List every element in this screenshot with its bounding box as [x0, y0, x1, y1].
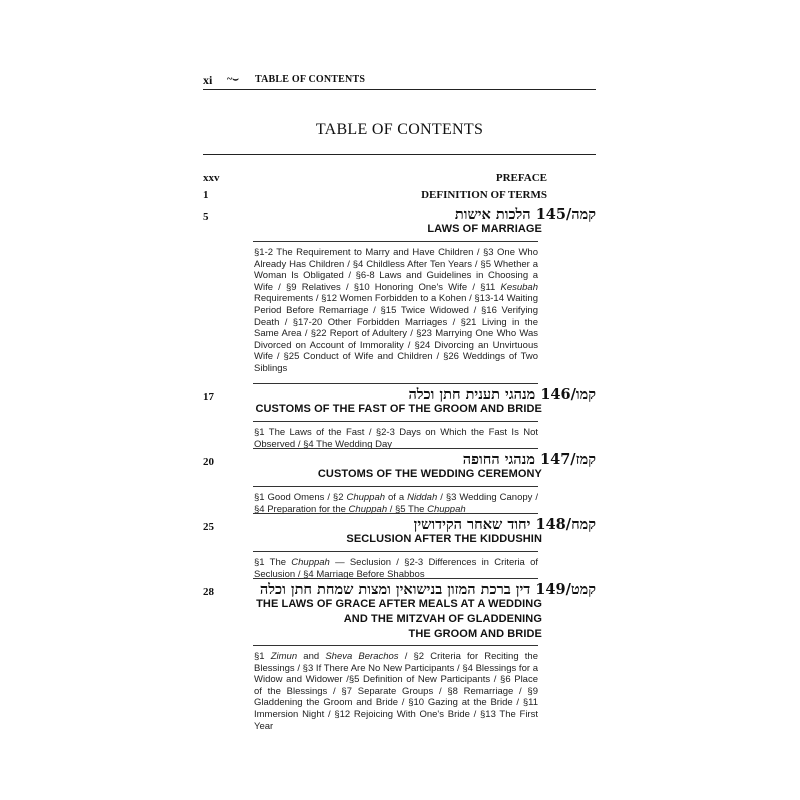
toc-page-definitions: 1 — [203, 189, 209, 201]
section-hebrew-heading[interactable]: קמו/146 מנהגי תענית חתן וכלה — [408, 386, 596, 403]
section-page[interactable]: 17 — [203, 391, 214, 403]
running-title: TABLE OF CONTENTS — [255, 74, 366, 85]
section-subtopics: §1-2 The Requirement to Marry and Have Children / §3 One Who Already Has Children / §4 Childless After Ten Years / §5 Whether a Woman Is Obligated / §6-8 Laws and Guidelines in Choosing a Wife / §9 Relatives / §10 Honoring One's Wife / §11 Kesubah Requirements / §12 Women Forbidden to a Kohen / §13-14 Waiting Period Before Remarriage / §15 Twice Widowed / §16 Verifying Death / §17-20 Other Forbidden Marriages / §21 Living in the Same Area / §22 Report of Adultery / §23 Marrying One Who Was Divorced on Account of Immorality / §24 Divorcing an Unvirtuous Wife / §25 Conduct of Wife and Children / §26 Weddings of Two Siblings — [254, 247, 538, 374]
section-divider — [253, 241, 538, 242]
section-english-title[interactable]: THE LAWS OF GRACE AFTER MEALS AT A WEDDING AND THE MITZVAH OF GLADDENING THE GROOM AND BRIDE — [256, 598, 542, 640]
section-divider — [253, 578, 538, 579]
section-english-title[interactable]: CUSTOMS OF THE FAST OF THE GROOM AND BRIDE — [255, 403, 542, 415]
section-hebrew-heading[interactable]: קמט/149 דין ברכת המזון בנישואין ומצות שמחת חתן וכלה — [259, 581, 596, 598]
section-divider — [253, 383, 538, 384]
section-hebrew-heading[interactable]: קמז/147 מנהגי החופה — [462, 451, 596, 468]
section-english-title[interactable]: LAWS OF MARRIAGE — [427, 223, 542, 235]
toc-page-preface: xxv — [203, 172, 220, 184]
section-subtopics: §1 Good Omens / §2 Chuppah of a Niddah / §3 Wedding Canopy / §4 Preparation for the Chuppah / §5 The Chuppah — [254, 492, 538, 515]
toc-title-preface: PREFACE — [495, 172, 547, 184]
section-page[interactable]: 20 — [203, 456, 214, 468]
section-subtopics: §1 The Chuppah — Seclusion / §2-3 Differences in Criteria of Seclusion / §4 Marriage Before Shabbos — [254, 557, 538, 580]
section-english-title[interactable]: CUSTOMS OF THE WEDDING CEREMONY — [317, 468, 542, 480]
ornament-icon: ~⌣ — [227, 74, 239, 85]
section-page[interactable]: 28 — [203, 586, 214, 598]
section-divider — [253, 513, 538, 514]
section-subtopics: §1 Zimun and Sheva Berachos / §2 Criteria for Reciting the Blessings / §3 If There Are No New Participants / §4 Blessings for a Widow and Widower /§5 Definition of New Participants / §6 Place of the Blessings / §7 Separate Groups / §8 Remarriage / §9 Gladdening the Groom and Bride / §10 Gazing at the Bride / §11 Immersion Night / §12 Rejoicing With One's Bride / §13 The First Year — [254, 651, 538, 732]
section-page[interactable]: 5 — [203, 211, 209, 223]
section-english-title[interactable]: SECLUSION AFTER THE KIDDUSHIN — [346, 533, 542, 545]
title-divider — [203, 154, 596, 155]
section-hebrew-heading[interactable]: קמח/148 יחוד שאחר הקידושין — [413, 516, 596, 533]
toc-title-definitions: DEFINITION OF TERMS — [421, 189, 547, 201]
section-divider — [253, 421, 538, 422]
section-subtopics: §1 The Laws of the Fast / §2-3 Days on Which the Fast Is Not Observed / §4 The Wedding Day — [254, 427, 538, 450]
section-page[interactable]: 25 — [203, 521, 214, 533]
section-divider — [253, 645, 538, 646]
section-divider — [253, 448, 538, 449]
section-hebrew-heading[interactable]: קמה/145 הלכות אישות — [454, 206, 596, 223]
section-divider — [253, 486, 538, 487]
section-divider — [253, 551, 538, 552]
running-head — [203, 71, 596, 90]
page-number: xi — [203, 73, 213, 87]
page-title: TABLE OF CONTENTS — [315, 121, 484, 138]
